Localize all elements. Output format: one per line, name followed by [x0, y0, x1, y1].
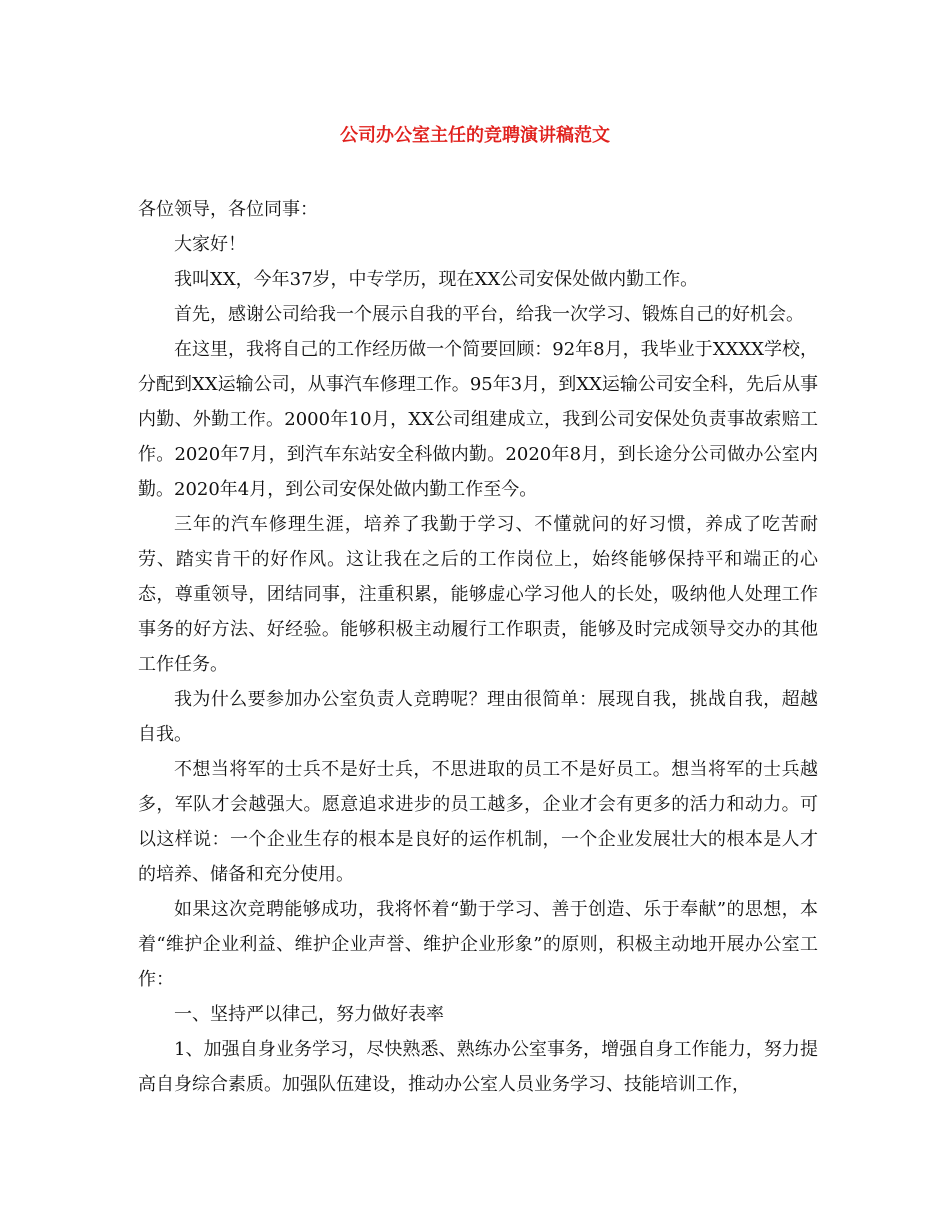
document-body	[138, 192, 818, 1102]
paragraph-commitment: 如果这次竞聘能够成功，我将怀着“勤于学习、善于创造、乐于奉献”的思想，本着“维护企业利益、维护企业声誉、维护企业形象”的原则，积极主动地开展办公室工作：	[138, 899, 818, 990]
paragraph-thanks: 首先，感谢公司给我一个展示自我的平台，给我一次学习、锻炼自己的好机会。	[174, 304, 804, 325]
paragraph-motivation: 我为什么要参加办公室负责人竞聘呢？理由很简单：展现自我，挑战自我，超越自我。	[138, 689, 818, 745]
section-heading-one: 一、坚持严以律己，努力做好表率	[174, 1004, 444, 1025]
paragraph-experience: 三年的汽车修理生涯，培养了我勤于学习、不懂就问的好习惯，养成了吃苦耐劳、踏实肯干的好作风。这让我在之后的工作岗位上，始终能够保持平和端正的心态，尊重领导，团结同事，注重积累，能够虚心学习他人的长处，吸纳他人处理工作事务的好方法、好经验。能够积极主动履行工作职责，能够及时完成领导交办的其他工作任务。	[138, 514, 818, 675]
paragraph-hello: 大家好！	[174, 234, 246, 255]
paragraph-soldier-analogy: 不想当将军的士兵不是好士兵，不思进取的员工不是好员工。想当将军的士兵越多，军队才会越强大。愿意追求进步的员工越多，企业才会有更多的活力和动力。可以这样说：一个企业生存的根本是良好的运作机制，一个企业发展壮大的根本是人才的培养、储备和充分使用。	[138, 759, 818, 885]
document-title: 公司办公室主任的竞聘演讲稿范文	[340, 125, 610, 146]
paragraph-work-history: 在这里，我将自己的工作经历做一个简要回顾：92年8月，我毕业于XXXX学校，分配到XX运输公司，从事汽车修理工作。95年3月，到XX运输公司安全科，先后从事内勤、外勤工作。2000年10月，XX公司组建成立，我到公司安保处负责事故索赔工作。2020年7月，到汽车东站安全科做内勤。2020年8月，到长途分公司做办公室内勤。2020年4月，到公司安保处做内勤工作至今。	[138, 339, 818, 500]
greeting-line: 各位领导，各位同事：	[138, 199, 318, 220]
paragraph-introduction: 我叫XX，今年37岁，中专学历，现在XX公司安保处做内勤工作。	[174, 269, 699, 290]
paragraph-item-one: 1、加强自身业务学习，尽快熟悉、熟练办公室事务，增强自身工作能力，努力提高自身综合素质。加强队伍建设，推动办公室人员业务学习、技能培训工作，	[138, 1039, 818, 1095]
